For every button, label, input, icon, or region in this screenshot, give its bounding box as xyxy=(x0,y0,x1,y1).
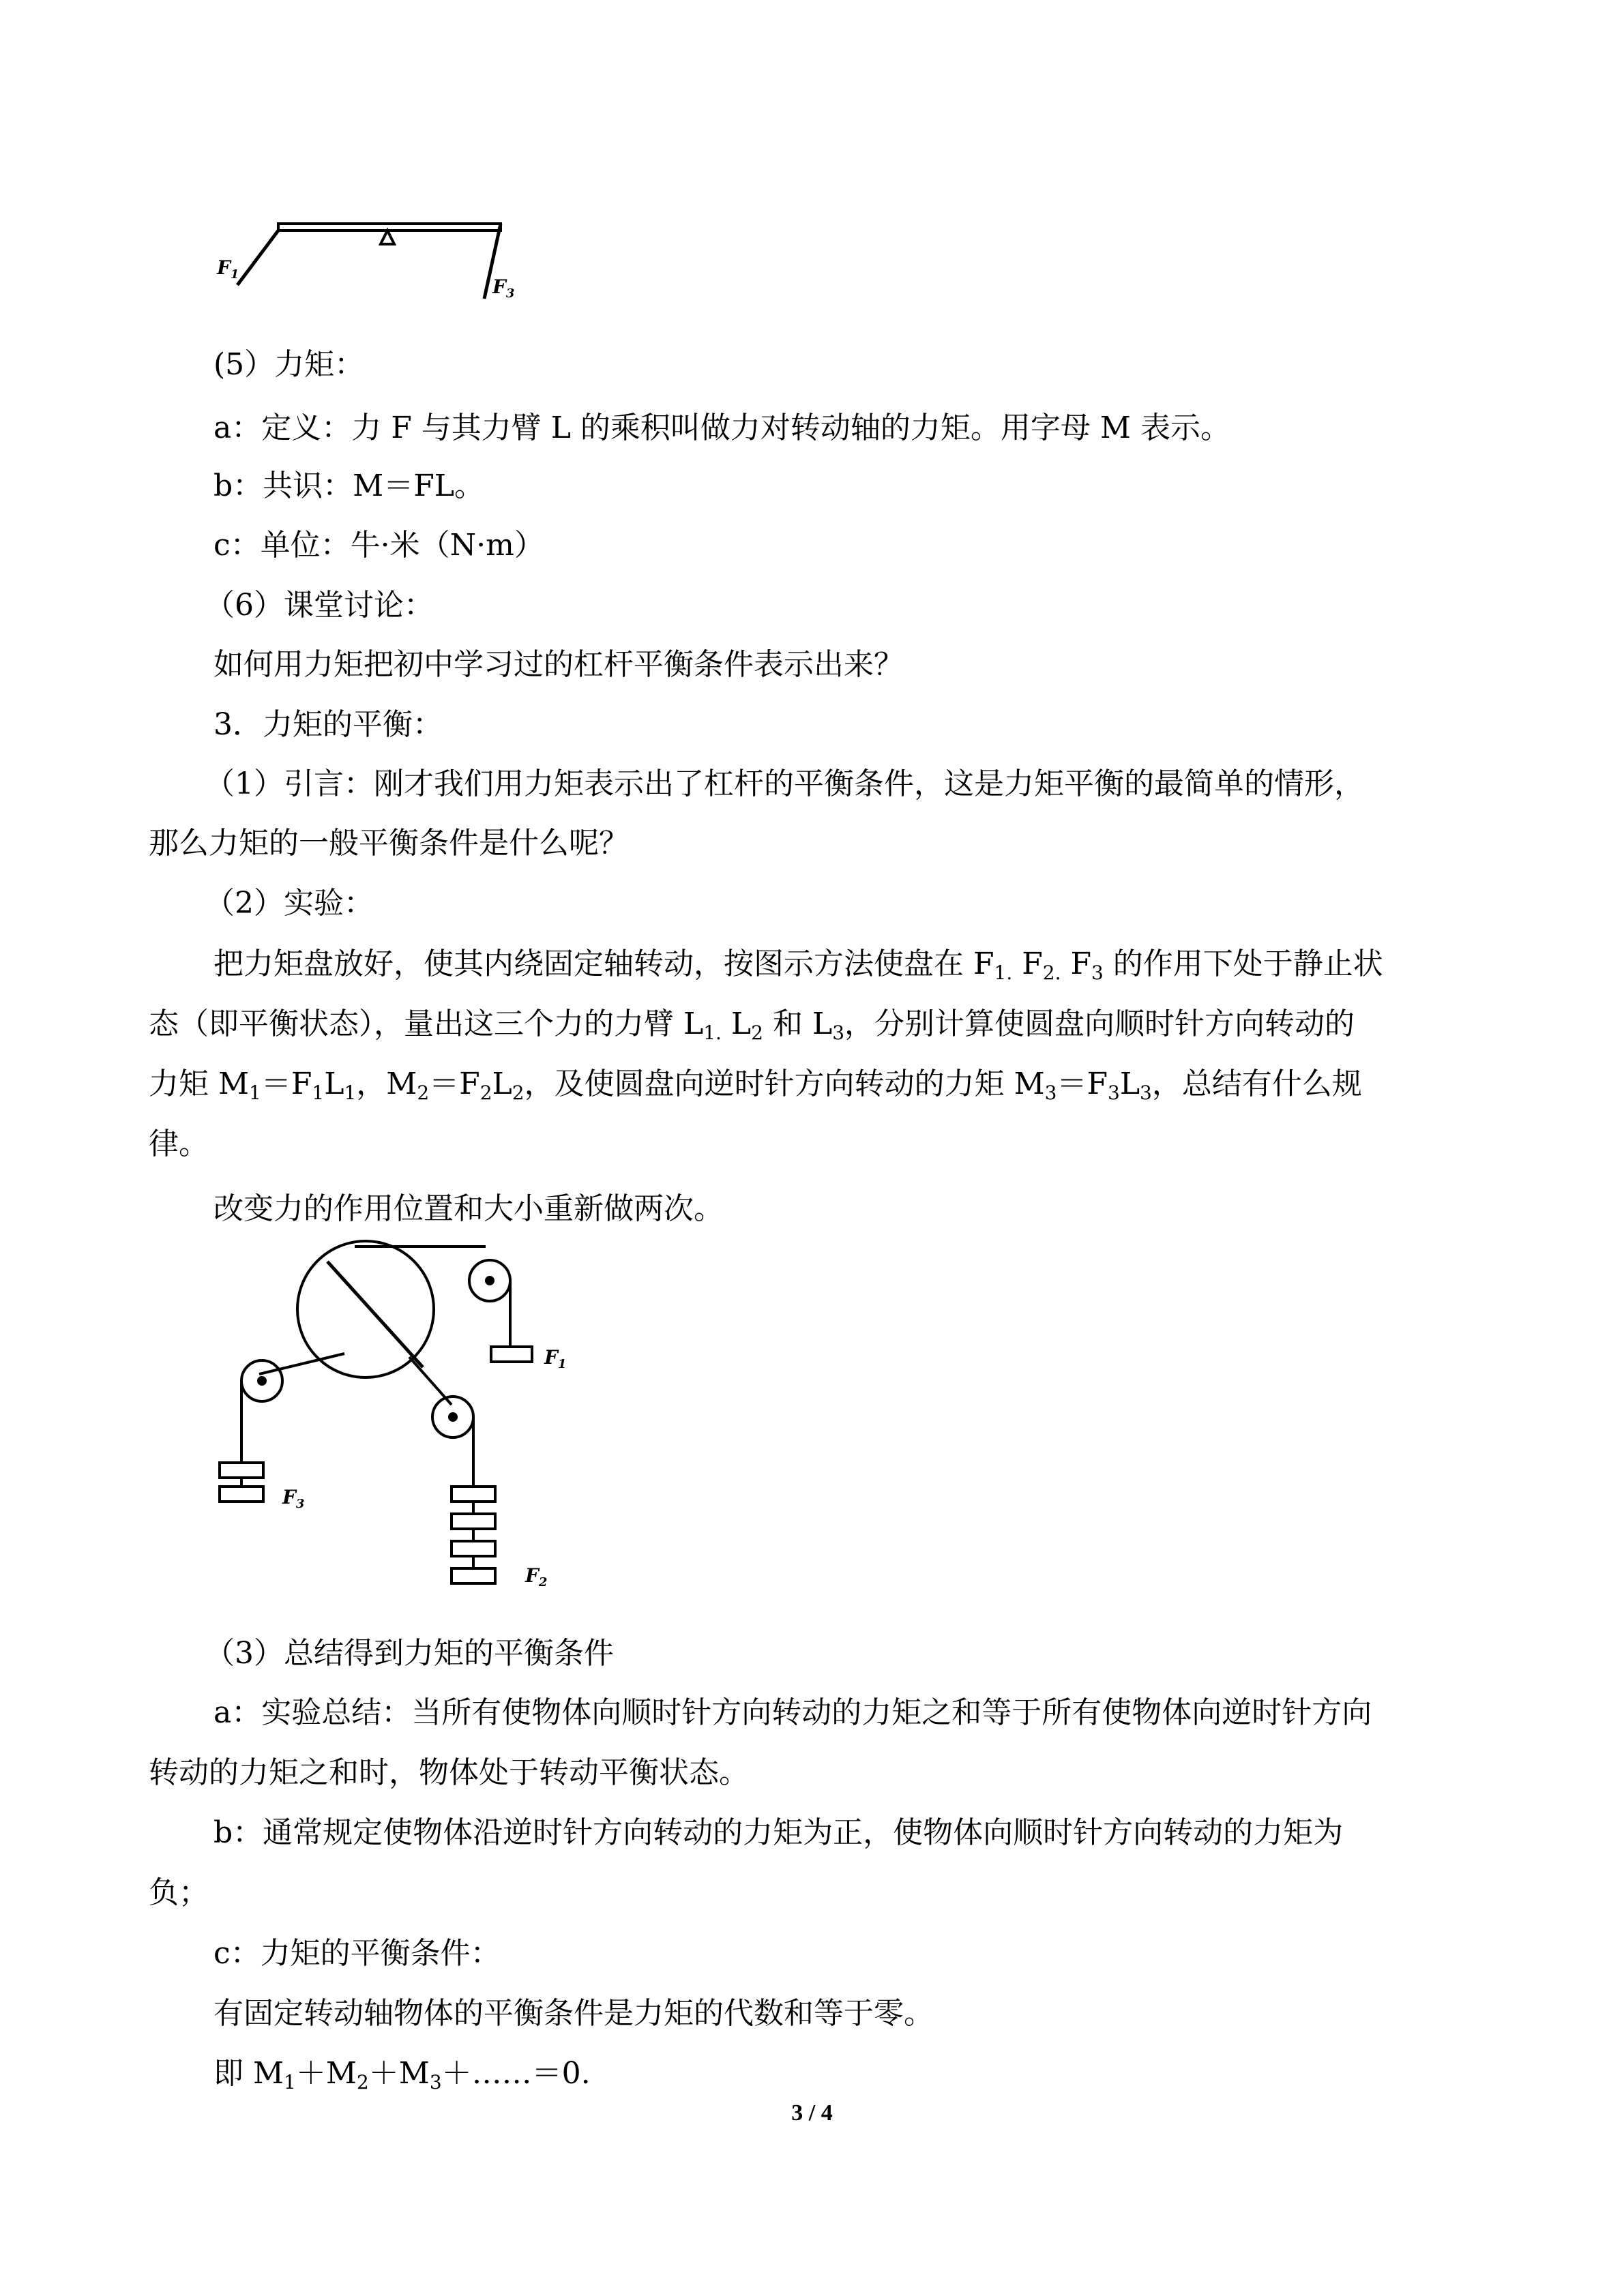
experiment-line-1: 把力矩盘放好，使其内绕固定轴转动，按图示方法使盘在 $F_{1.}$ $F_{2.}$ $F_3$ 的作用下处于静止状 xyxy=(213,946,1383,984)
page-number: 3 / 4 xyxy=(791,2100,833,2126)
experiment-line-3: 力矩 $M_1=F_1L_1$，$M_2=F_2L_2$，及使圆盘向逆时针方向转动的力矩 $M_3=F_3L_3$，总结有什么规 xyxy=(149,1067,1362,1104)
intro-line-1: （1）引言：刚才我们用力矩表示出了杠杆的平衡条件，这是力矩平衡的最简单的情形， xyxy=(205,766,1364,801)
f1-label: $F_1$ xyxy=(544,1346,567,1371)
weight-f3-a xyxy=(220,1463,263,1478)
weight-f2-b xyxy=(452,1514,495,1529)
summary-c-title: c：力矩的平衡条件： xyxy=(213,1936,501,1971)
lever-bar xyxy=(278,224,501,230)
summary-a-line-1: a：实验总结：当所有使物体向顺时针方向转动的力矩之和等于所有使物体向逆时针方向 xyxy=(213,1695,1372,1730)
section-3-title: 3．力矩的平衡： xyxy=(213,707,443,742)
summary-b-line-2: 负； xyxy=(149,1875,209,1910)
experiment-line-4: 律。 xyxy=(149,1127,209,1161)
lever-left-arm xyxy=(237,230,278,285)
summary-title: （3）总结得到力矩的平衡条件 xyxy=(205,1636,614,1671)
equilibrium-condition: 有固定转动轴物体的平衡条件是力矩的代数和等于零。 xyxy=(213,1996,934,2031)
discussion-title: （6）课堂讨论： xyxy=(205,588,434,623)
weight-f2-d xyxy=(452,1568,495,1583)
f1-label: $F_1$ xyxy=(217,256,239,282)
weight-f1 xyxy=(491,1347,532,1362)
repeat-instruction: 改变力的作用位置和大小重新做两次。 xyxy=(213,1191,724,1226)
f2-label: $F_2$ xyxy=(525,1564,548,1590)
discussion-question: 如何用力矩把初中学习过的杠杆平衡条件表示出来？ xyxy=(213,647,904,682)
moment-definition: a：定义：力 F 与其力臂 L 的乘积叫做力对转动轴的力矩。用字母 M 表示。 xyxy=(213,411,1230,445)
final-equation: 即 $M_1+M_2+M_3+\dots\dots=0$. xyxy=(213,2056,591,2093)
weight-f3-b xyxy=(220,1487,263,1502)
weight-f2-a xyxy=(452,1487,495,1502)
f3-label: $F_3$ xyxy=(282,1486,305,1511)
summary-b-line-1: b：通常规定使物体沿逆时针方向转动的力矩为正，使物体向顺时针方向转动的力矩为 xyxy=(213,1815,1344,1850)
experiment-title: （2）实验： xyxy=(205,886,374,921)
f3-label: $F_3$ xyxy=(492,275,515,301)
section-moment-title: (5）力矩： xyxy=(213,347,365,382)
fulcrum-icon xyxy=(381,230,394,244)
weight-f2-c xyxy=(452,1541,495,1556)
summary-a-line-2: 转动的力矩之和时，物体处于转动平衡状态。 xyxy=(149,1755,749,1790)
disc-rod xyxy=(327,1262,423,1367)
moment-disc-diagram xyxy=(205,1234,587,1609)
experiment-line-2: 态（即平衡状态），量出这三个力的力臂 $L_{1.}$ $L_2$ 和 $L_3$，分别计算使圆盘向顺时针方向转动的 xyxy=(149,1007,1355,1044)
moment-formula: b：共识：M＝FL。 xyxy=(213,468,484,503)
lever-diagram xyxy=(205,198,532,307)
moment-unit: c：单位：牛·米（N·m） xyxy=(213,528,544,563)
intro-line-2: 那么力矩的一般平衡条件是什么呢？ xyxy=(149,826,629,861)
